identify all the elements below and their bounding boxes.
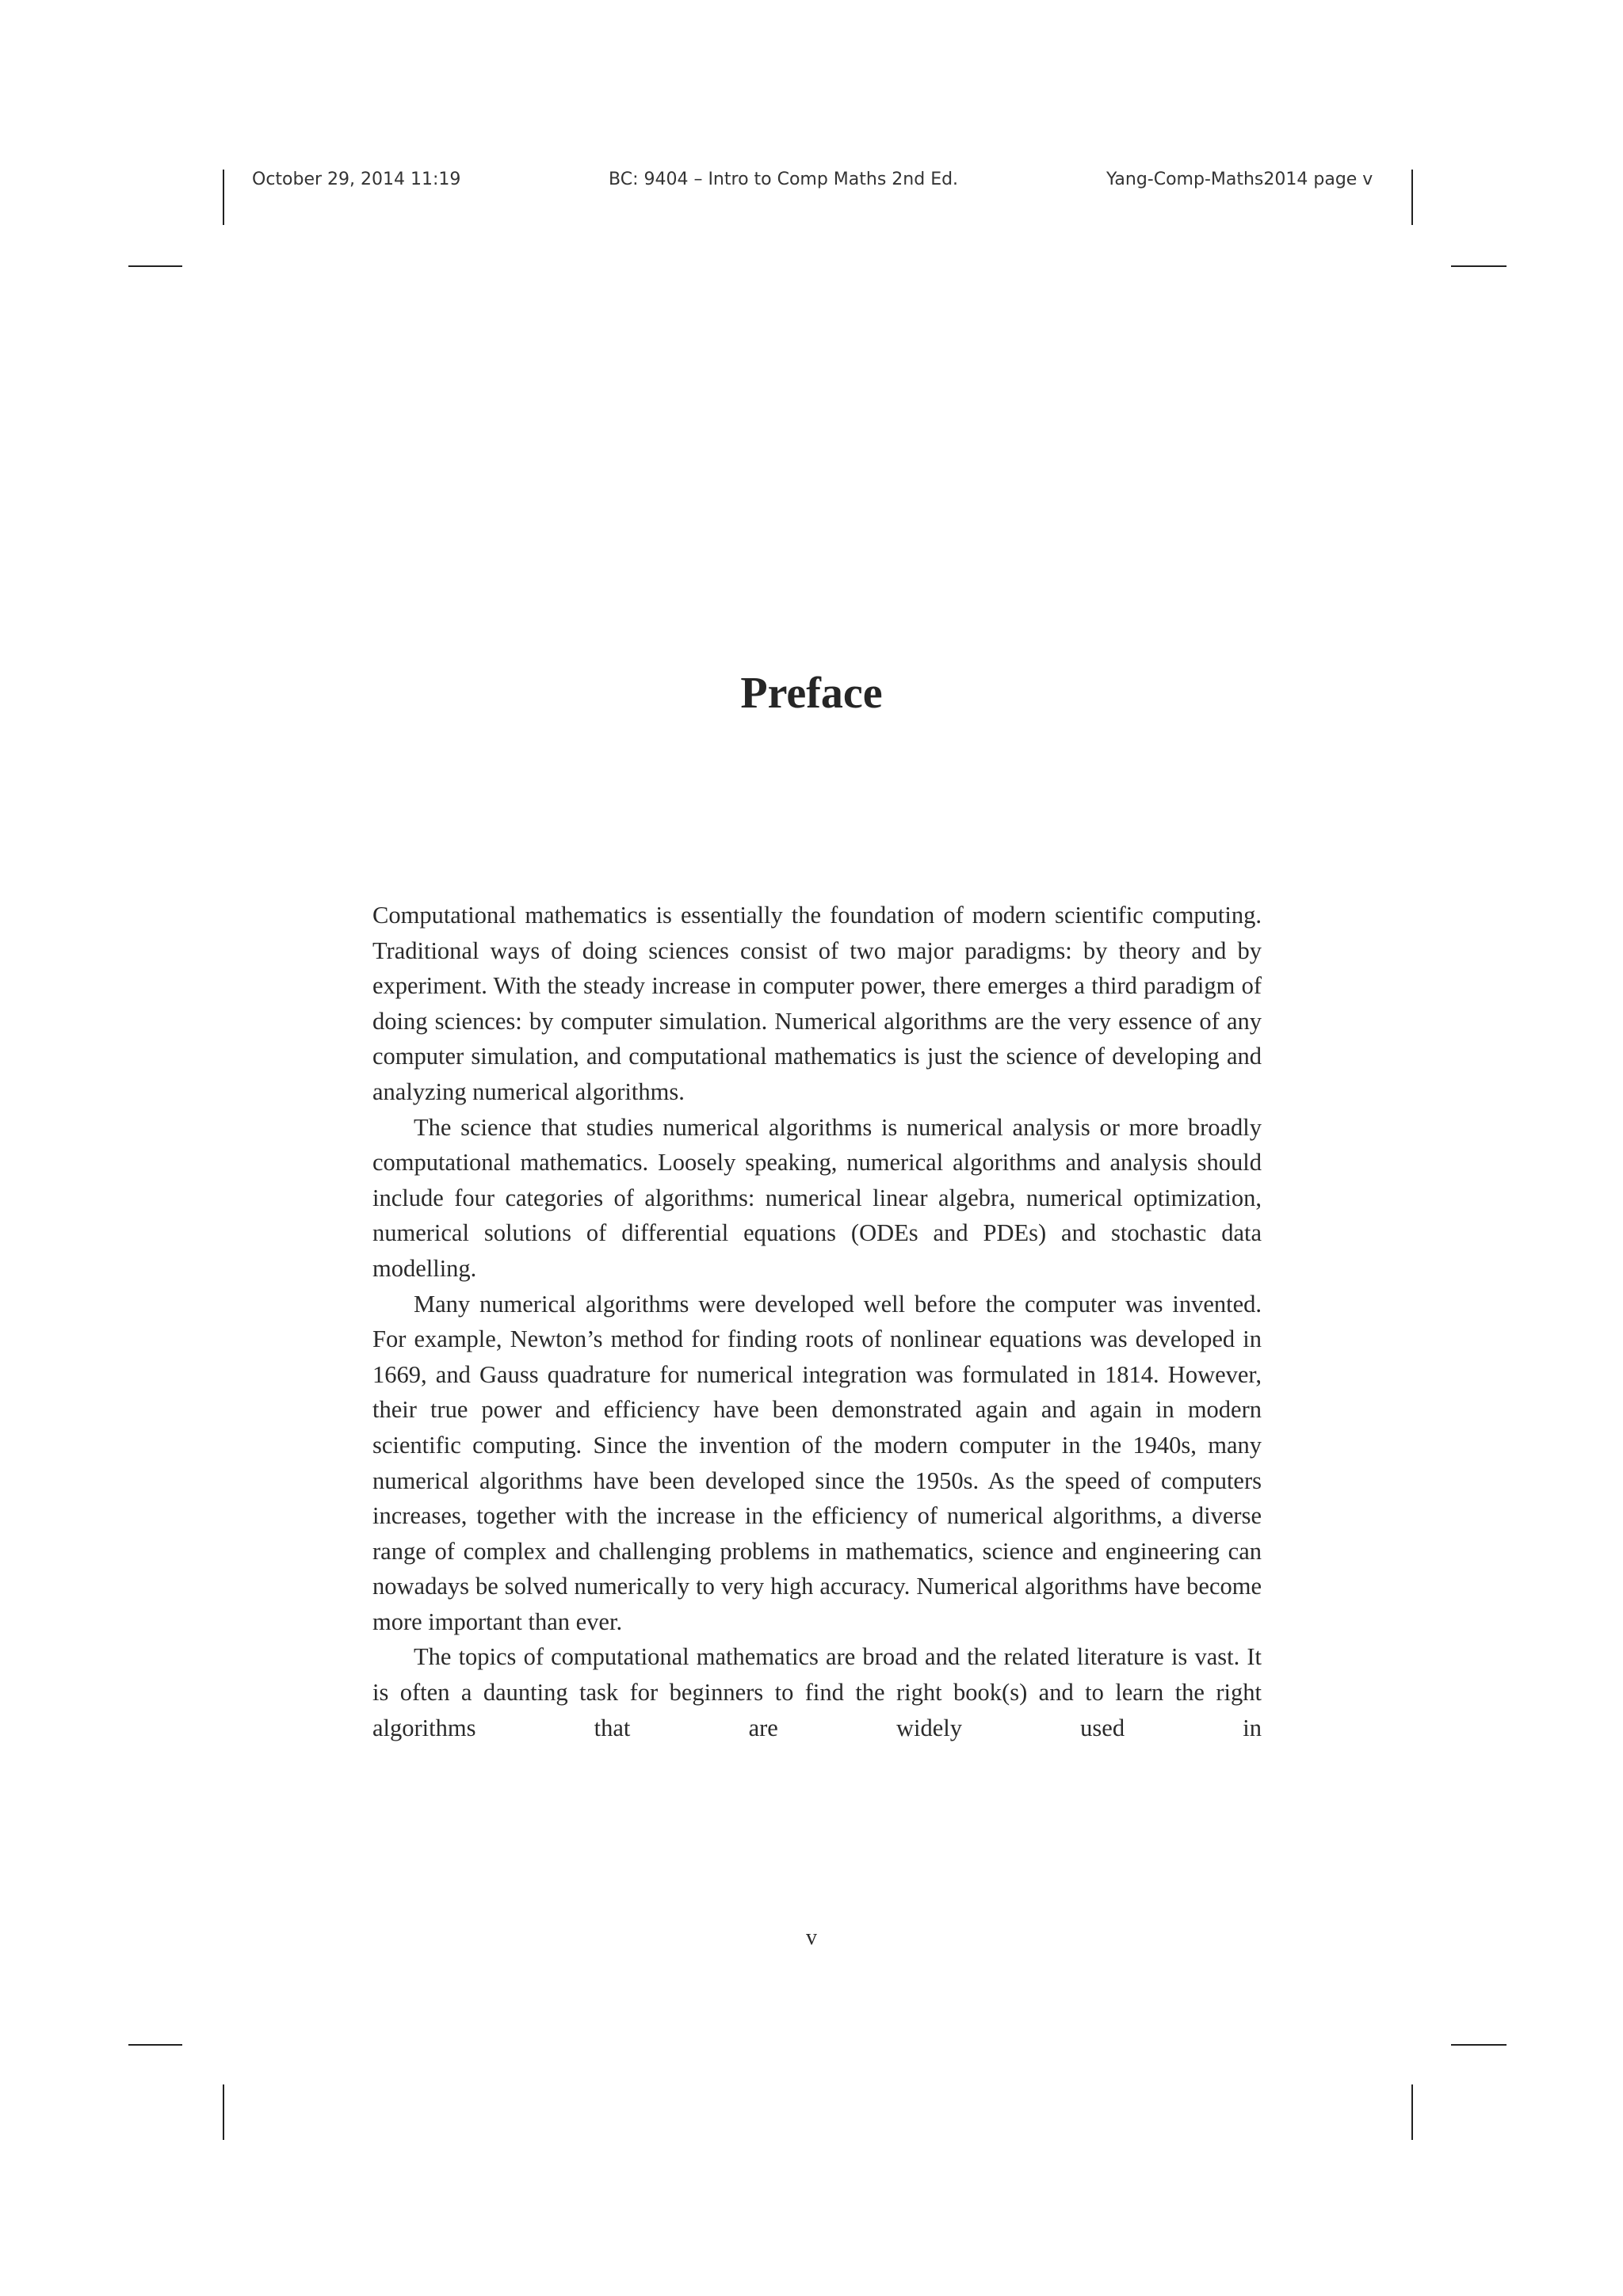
paragraph: The science that studies numerical algorithms is numerical analysis or more broadly computational mathematics. Loosely speaking, numerical algorithms and analysis should include four categories of algorithms: numerical linear algebra, numerical optimization, numerical solutions of differential equations (ODEs and PDEs) and stochastic data modelling. bbox=[372, 1113, 1262, 1282]
header-date-time: October 29, 2014 11:19 bbox=[252, 170, 461, 189]
crop-mark-top-left-horizontal bbox=[128, 265, 182, 267]
header-file-page: Yang-Comp-Maths2014 page v bbox=[1106, 170, 1373, 189]
crop-mark-bottom-right-vertical bbox=[1411, 2084, 1413, 2140]
paragraph: Computational mathematics is essentially the foundation of modern scientific computing. Traditional ways of doing sciences consist of two major paradigms: by theory and by experiment. With the steady increase in computer power, there emerges a third paradigm of doing sciences: by computer simulation. Numerical algorithms are the very essence of any computer simulation, and computational mathematics is just the science of developing and analyzing numerical algorithms. bbox=[372, 902, 1262, 1105]
crop-mark-top-right-vertical bbox=[1411, 170, 1413, 225]
crop-mark-top-left-vertical bbox=[223, 170, 224, 225]
header-book-code: BC: 9404 – Intro to Comp Maths 2nd Ed. bbox=[609, 170, 959, 189]
page-title: Preface bbox=[740, 669, 883, 718]
body-text bbox=[372, 898, 1262, 1745]
page-number: v bbox=[806, 1925, 817, 1950]
crop-mark-bottom-right-horizontal bbox=[1451, 2044, 1507, 2046]
paragraph: The topics of computational mathematics are broad and the related literature is vast. It is often a daunting task for beginners to find the right book(s) and to learn the right algorithms that are widely used in bbox=[372, 1643, 1262, 1741]
crop-mark-bottom-left-horizontal bbox=[128, 2044, 182, 2046]
crop-mark-top-right-horizontal bbox=[1451, 265, 1507, 267]
paragraph: Many numerical algorithms were developed well before the computer was invented. For example, Newton’s method for finding roots of nonlinear equations was developed in 1669, and Gauss quadrature for numerical integration was formulated in 1814. However, their true power and efficiency have been demonstrated again and again in modern scientific computing. Since the invention of the modern computer in the 1940s, many numerical algorithms have been developed since the 1950s. As the speed of computers increases, together with the increase in the efficiency of numerical algorithms, a diverse range of complex and challenging problems in mathematics, science and engineering can nowadays be solved numerically to very high accuracy. Numerical algorithms have become more important than ever. bbox=[372, 1290, 1262, 1635]
crop-mark-bottom-left-vertical bbox=[223, 2084, 224, 2140]
